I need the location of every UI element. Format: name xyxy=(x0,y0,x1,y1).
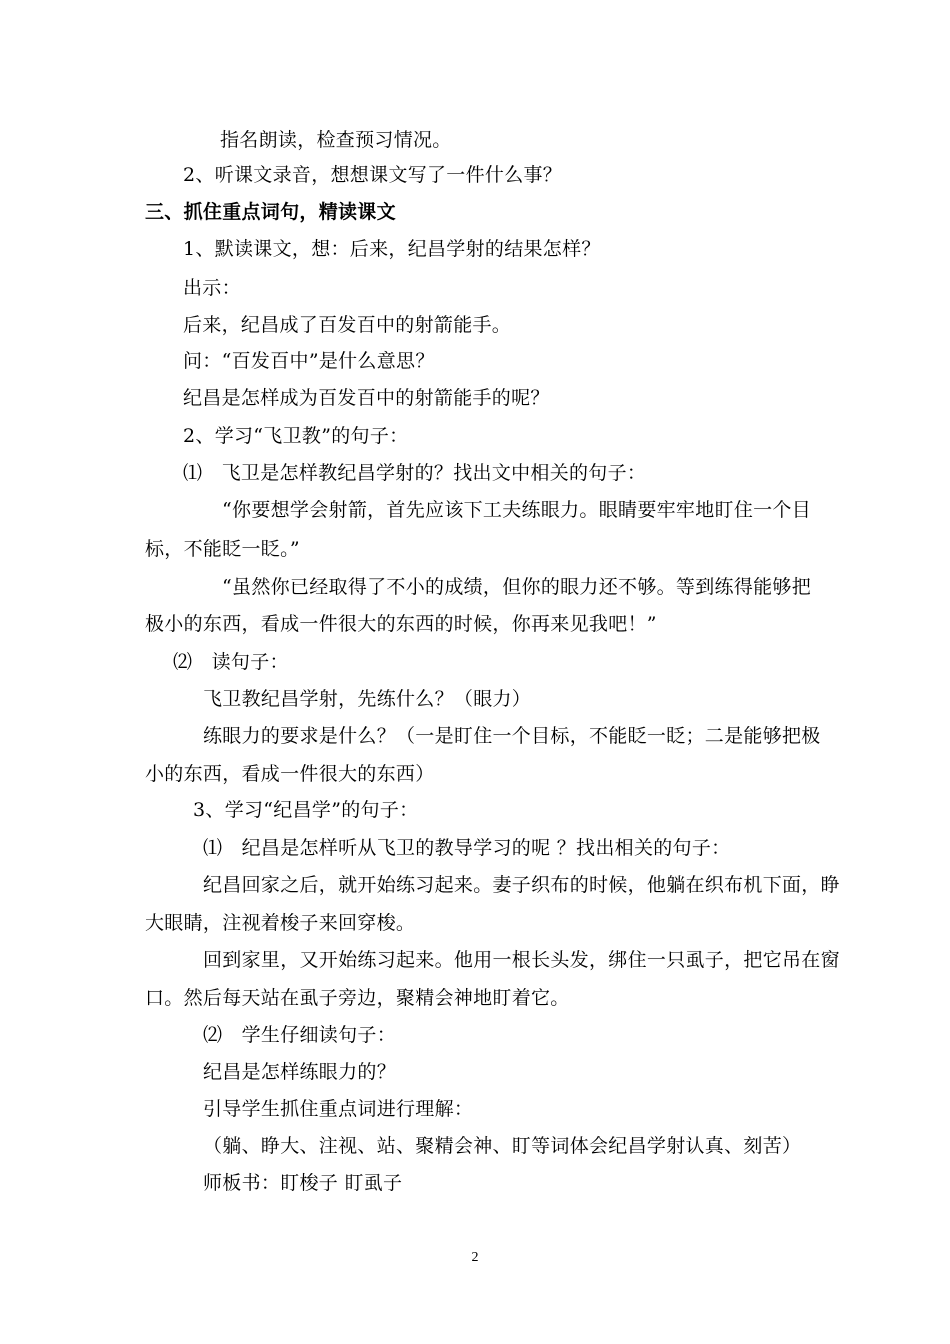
text-line-result: 后来，纪昌成了百发百中的射箭能手。 xyxy=(183,314,512,336)
text-line-listen-recording: 2、听课文录音，想想课文写了一件什么事？ xyxy=(183,164,563,186)
text-line-guide: 引导学生抓住重点词进行理解： xyxy=(203,1098,474,1120)
text-line-blackboard: 师板书：盯梭子 盯虱子 xyxy=(203,1172,403,1194)
text-line-practice-what: 飞卫教纪昌学射，先练什么？（眼力） xyxy=(203,688,532,710)
text-line-question-meaning: 问：“百发百中”是什么意思？ xyxy=(183,350,435,372)
text-line-feiwei-question: ⑴ 飞卫是怎样教纪昌学射的？找出文中相关的句子： xyxy=(183,462,647,484)
quote-line-1b: 标，不能眨一眨。” xyxy=(145,538,300,560)
text-line-loom-a: 纪昌回家之后，就开始练习起来。妻子织布的时候，他躺在织布机下面，睁 xyxy=(203,874,840,896)
quote-line-2b: 极小的东西，看成一件很大的东西的时候，你再来见我吧！” xyxy=(145,613,657,635)
text-line-how-became: 纪昌是怎样成为百发百中的射箭能手的呢？ xyxy=(183,387,550,409)
text-line-louse-b: 口。然后每天站在虱子旁边，聚精会神地盯着它。 xyxy=(145,987,570,1009)
text-line-read-sentences: ⑵ 读句子： xyxy=(173,651,289,673)
page-number: 2 xyxy=(471,1250,479,1265)
text-line-preview-check: 指名朗读，检查预习情况。 xyxy=(220,129,452,151)
text-line-how-practice: 纪昌是怎样练眼力的？ xyxy=(203,1061,397,1083)
text-line-louse-a: 回到家里，又开始练习起来。他用一根长头发，绑住一只虱子，把它吊在窗 xyxy=(203,949,840,971)
text-line-jichang-question: ⑴ 纪昌是怎样听从飞卫的教导学习的呢 ？找出相关的句子： xyxy=(203,837,731,859)
text-line-study-feiwei: 2、学习“飞卫教”的句子： xyxy=(183,425,409,447)
text-line-loom-b: 大眼睛，注视着梭子来回穿梭。 xyxy=(145,912,416,934)
text-line-study-jichang: 3、学习“纪昌学”的句子： xyxy=(193,799,419,821)
quote-line-1a: “你要想学会射箭，首先应该下工夫练眼力。眼睛要牢牢地盯住一个目 xyxy=(222,499,812,521)
text-line-requirements-b: 小的东西，看成一件很大的东西） xyxy=(145,763,435,785)
section-heading-3: 三、抓住重点词句，精读课文 xyxy=(145,201,396,223)
text-line-requirements-a: 练眼力的要求是什么？（一是盯住一个目标，不能眨一眨；二是能够把极 xyxy=(203,725,821,747)
text-line-show: 出示： xyxy=(183,277,241,299)
text-line-silent-read: 1、默读课文，想：后来，纪昌学射的结果怎样？ xyxy=(183,238,601,260)
text-line-keywords: （躺、睁大、注视、站、聚精会神、盯等词体会纪昌学射认真、刻苦） xyxy=(203,1135,802,1157)
quote-line-2a: “虽然你已经取得了不小的成绩，但你的眼力还不够。等到练得能够把 xyxy=(222,576,812,598)
text-line-student-read: ⑵ 学生仔细读句子： xyxy=(203,1024,397,1046)
